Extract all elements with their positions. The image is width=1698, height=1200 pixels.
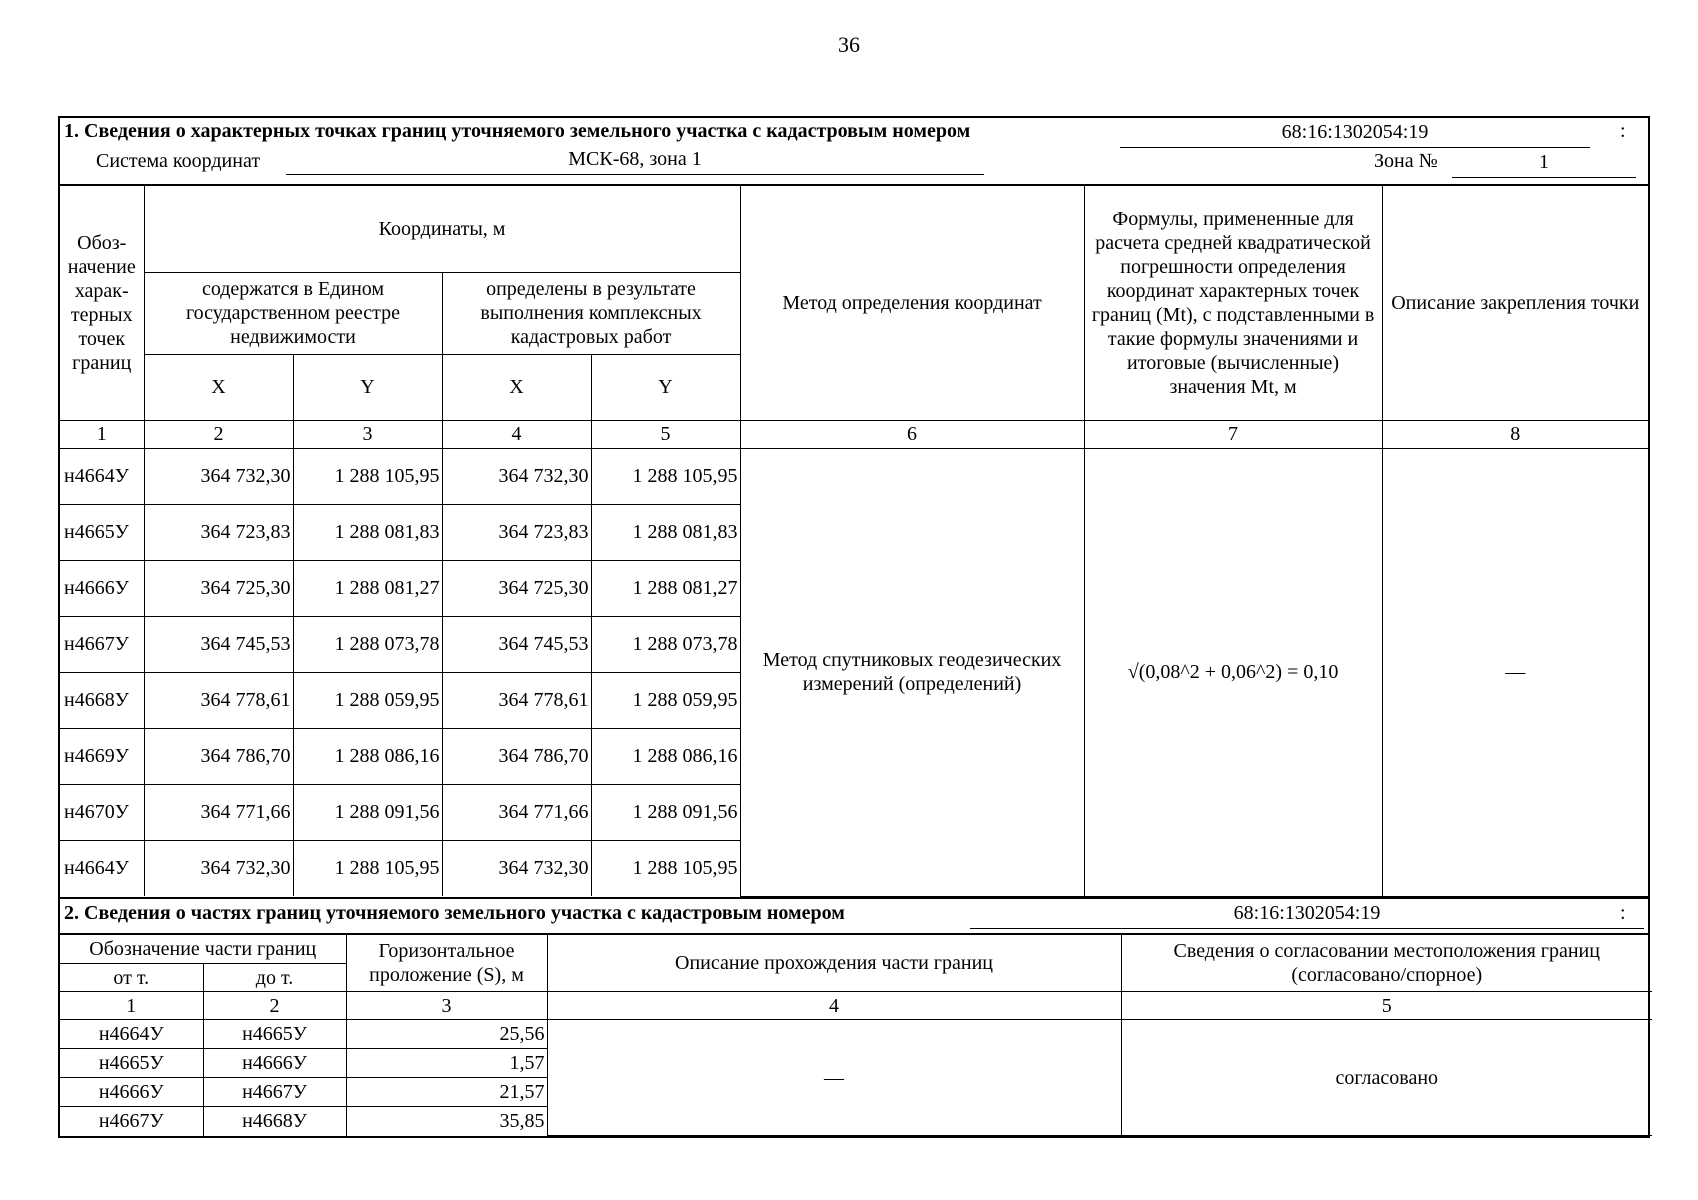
- section1-header: [60, 118, 1648, 186]
- y-registry: 1 288 091,56: [293, 784, 442, 840]
- point-name: н4669У: [60, 728, 144, 784]
- distance: 25,56: [346, 1020, 547, 1049]
- header-distance: Горизонтальное проложение (S), м: [346, 935, 547, 992]
- point-name: н4664У: [60, 448, 144, 504]
- y-determined: 1 288 105,95: [591, 840, 740, 896]
- y-registry: 1 288 081,27: [293, 560, 442, 616]
- y-registry: 1 288 105,95: [293, 840, 442, 896]
- y-registry: 1 288 073,78: [293, 616, 442, 672]
- col-number: 5: [591, 420, 740, 448]
- col-number: 1: [60, 420, 144, 448]
- header-coordinates: Координаты, м: [144, 186, 740, 272]
- distance: 1,57: [346, 1049, 547, 1078]
- y-determined: 1 288 086,16: [591, 728, 740, 784]
- column-numbers-row: [60, 992, 1652, 1020]
- col-number: 5: [1121, 992, 1652, 1020]
- formula-value: √(0,08^2 + 0,06^2) = 0,10: [1084, 448, 1382, 896]
- x-registry: 364 725,30: [144, 560, 293, 616]
- col-number: 4: [442, 420, 591, 448]
- header-determined: определены в результате выполнения комплексных кадастровых работ: [442, 272, 740, 354]
- x-determined: 364 732,30: [442, 448, 591, 504]
- x-registry: 364 732,30: [144, 448, 293, 504]
- point-name: н4668У: [60, 672, 144, 728]
- y-determined: 1 288 081,83: [591, 504, 740, 560]
- parts-table: [60, 935, 1652, 1137]
- point-name: н4666У: [60, 560, 144, 616]
- x-registry: 364 771,66: [144, 784, 293, 840]
- section2-cadastral-number: 68:16:1302054:19: [970, 902, 1644, 929]
- from-point: н4666У: [60, 1078, 203, 1107]
- header-in-registry: содержатся в Едином государственном реестре недвижимости: [144, 272, 442, 354]
- col-number: 3: [293, 420, 442, 448]
- header-x2: X: [442, 354, 591, 420]
- x-registry: 364 723,83: [144, 504, 293, 560]
- y-registry: 1 288 081,83: [293, 504, 442, 560]
- to-point: н4668У: [203, 1107, 346, 1136]
- points-table: [60, 186, 1648, 897]
- x-registry: 364 745,53: [144, 616, 293, 672]
- y-determined: 1 288 059,95: [591, 672, 740, 728]
- x-determined: 364 771,66: [442, 784, 591, 840]
- to-point: н4665У: [203, 1020, 346, 1049]
- zone-label: Зона №: [1374, 150, 1438, 172]
- table-row: [60, 448, 1648, 504]
- y-registry: 1 288 105,95: [293, 448, 442, 504]
- from-point: н4667У: [60, 1107, 203, 1136]
- document-frame: [58, 116, 1650, 1138]
- col-number: 3: [346, 992, 547, 1020]
- coord-system-label: Система координат: [96, 150, 261, 172]
- method-value: Метод спутниковых геодезических измерений (определений): [740, 448, 1084, 896]
- from-point: н4665У: [60, 1049, 203, 1078]
- header-formulas: Формулы, примененные для расчета средней квадратической погрешности определения координат характерных точек границ (Mt), с подставленными в такие формулы значениями и итоговые (вычисленные) значения Mt, м: [1084, 186, 1382, 420]
- distance: 21,57: [346, 1078, 547, 1107]
- col-number: 2: [144, 420, 293, 448]
- col-number: 6: [740, 420, 1084, 448]
- header-y2: Y: [591, 354, 740, 420]
- header-x1: X: [144, 354, 293, 420]
- point-name: н4667У: [60, 616, 144, 672]
- section2-colon: :: [1620, 901, 1626, 924]
- y-determined: 1 288 081,27: [591, 560, 740, 616]
- y-registry: 1 288 059,95: [293, 672, 442, 728]
- distance: 35,85: [346, 1107, 547, 1136]
- header-y1: Y: [293, 354, 442, 420]
- header-passage: Описание прохождения части границ: [547, 935, 1121, 992]
- x-registry: 364 778,61: [144, 672, 293, 728]
- y-determined: 1 288 105,95: [591, 448, 740, 504]
- point-name: н4670У: [60, 784, 144, 840]
- col-number: 1: [60, 992, 203, 1020]
- header-from: от т.: [60, 964, 203, 992]
- header-part-designation: Обозначение части границ: [60, 935, 346, 964]
- x-determined: 364 725,30: [442, 560, 591, 616]
- point-name: н4664У: [60, 840, 144, 896]
- table-row: [60, 1020, 1652, 1049]
- section2-header: [60, 897, 1648, 935]
- y-determined: 1 288 091,56: [591, 784, 740, 840]
- header-method: Метод определения координат: [740, 186, 1084, 420]
- page-number: 36: [838, 32, 860, 57]
- point-name: н4665У: [60, 504, 144, 560]
- section1-colon: :: [1620, 120, 1626, 142]
- header-to: до т.: [203, 964, 346, 992]
- section1-cadastral-number: 68:16:1302054:19: [1120, 121, 1590, 148]
- y-determined: 1 288 073,78: [591, 616, 740, 672]
- from-point: н4664У: [60, 1020, 203, 1049]
- col-number: 8: [1382, 420, 1648, 448]
- x-determined: 364 778,61: [442, 672, 591, 728]
- description-value: —: [1382, 448, 1648, 896]
- to-point: н4667У: [203, 1078, 346, 1107]
- col-number: 7: [1084, 420, 1382, 448]
- col-number: 4: [547, 992, 1121, 1020]
- x-determined: 364 745,53: [442, 616, 591, 672]
- to-point: н4666У: [203, 1049, 346, 1078]
- section1-title: 1. Сведения о характерных точках границ уточняемого земельного участка с кадастровым номером: [64, 120, 971, 142]
- header-designation: Обоз-начение харак-терных точек границ: [60, 186, 144, 420]
- coord-system-value: МСК-68, зона 1: [286, 148, 984, 175]
- x-determined: 364 786,70: [442, 728, 591, 784]
- section2-title: 2. Сведения о частях границ уточняемого земельного участка с кадастровым номером: [64, 901, 845, 924]
- passage-value: —: [547, 1020, 1121, 1136]
- x-registry: 364 732,30: [144, 840, 293, 896]
- x-determined: 364 732,30: [442, 840, 591, 896]
- header-agreement: Сведения о согласовании местоположения границ (согласовано/спорное): [1121, 935, 1652, 992]
- zone-value: 1: [1452, 151, 1636, 178]
- col-number: 2: [203, 992, 346, 1020]
- column-numbers-row: [60, 420, 1648, 448]
- x-registry: 364 786,70: [144, 728, 293, 784]
- y-registry: 1 288 086,16: [293, 728, 442, 784]
- x-determined: 364 723,83: [442, 504, 591, 560]
- header-description: Описание закрепления точки: [1382, 186, 1648, 420]
- agreement-value: согласовано: [1121, 1020, 1652, 1136]
